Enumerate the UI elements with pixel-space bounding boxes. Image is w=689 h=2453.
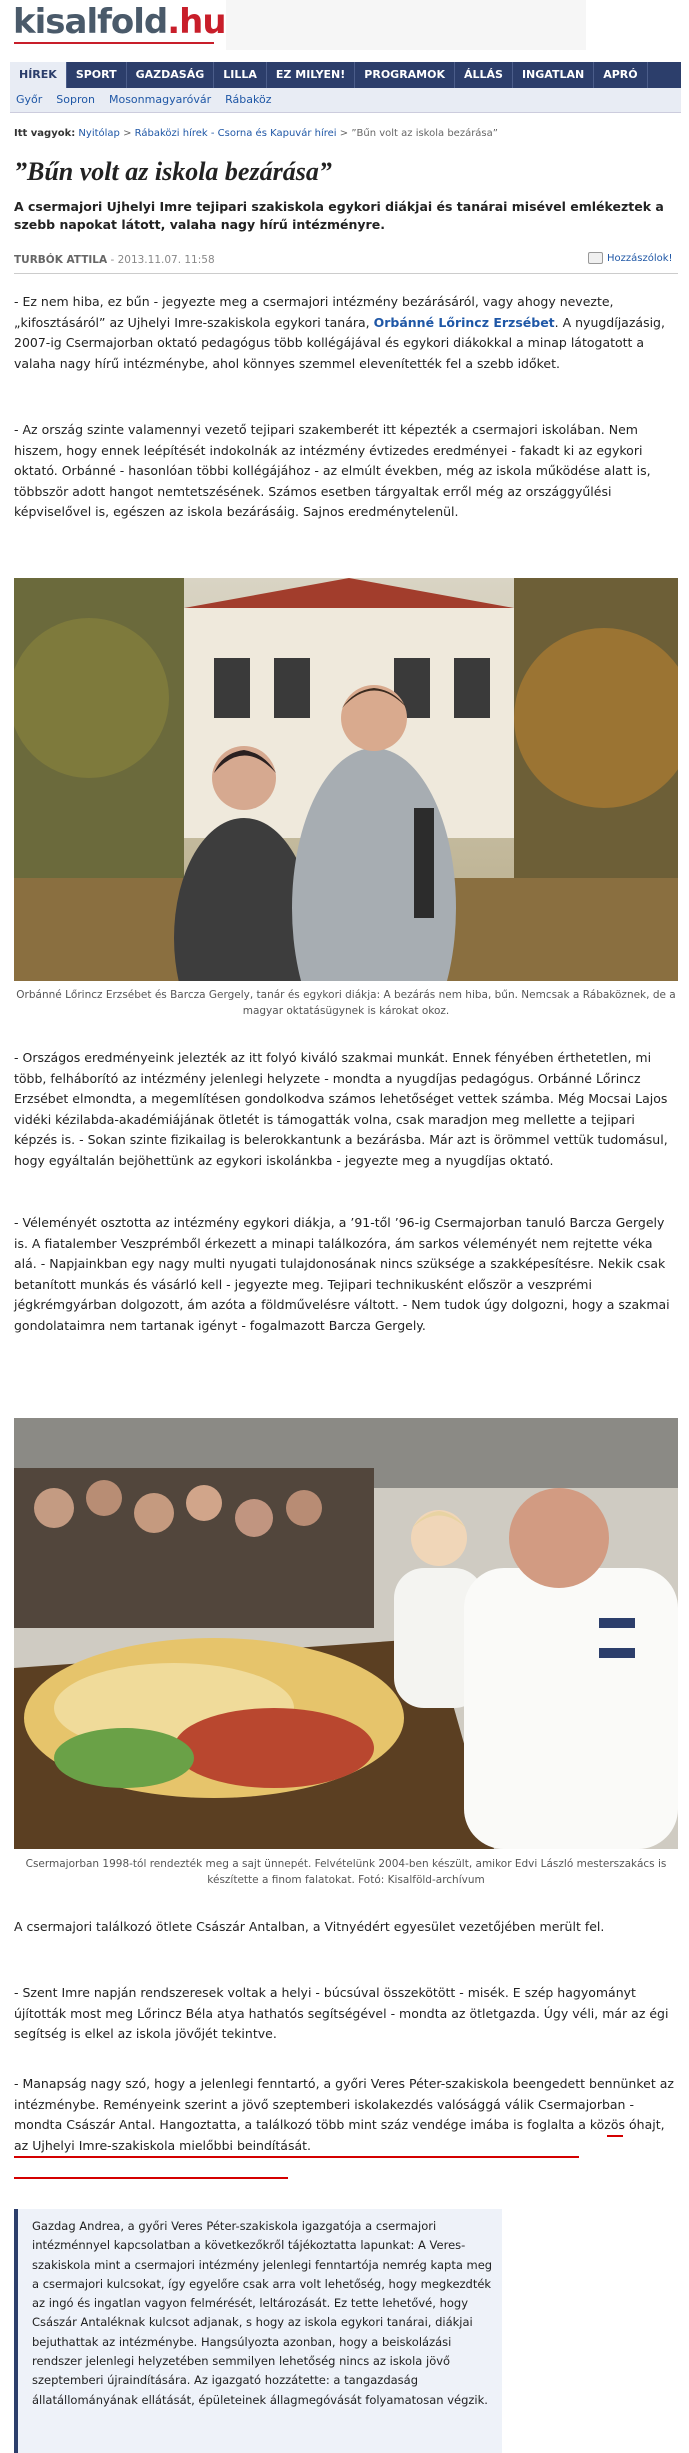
paragraph-2: - Az ország szinte valamennyi vezető tejipari szakemberét itt képezték a csermajori iskolában. Nem hiszem, hogy ennek leépítését indokolnák az intézmény évtizedes eredményei - fakadt ki az egykori oktató. Orbánné - hasonlóan többi kollégájához - az elmúlt években, még az iskola működése alatt is, többször adott hangot nemtetszésének. Számos esetben tárgyaltak erről még az országgyűlési képviselővel is, egészen az iskola bezárásáig. Sajnos eredménytelenül.: [14, 422, 651, 519]
paragraph-3: - Országos eredményeink jelezték az itt folyó kiváló szakmai munkát. Ennek fényében érthetetlen, mi több, felháborító az intézmény jelenlegi helyzete - mondta a nyugdíjas pedagógus. Orbánné Lőrincz Erzsébet elmondta, a megemlítésen gondolkodva számos lehetőséget vettek számba. Még Mocsai Lajos vidéki kézilabda-akadémiájának ötletét is támogatták volna, csak maradjon meg mellette a tejipari képzés is. - Sokan szinte fizikailag is belerokkantunk a bezárásba. Már azt is örömmel vettük tudomásul, hogy egyáltalán bejöhettünk az egykori iskolánkba - jegyezte meg a nyugdíjas oktató.: [14, 1050, 668, 1168]
article-title: ”Bűn volt az iskola bezárása”: [14, 157, 332, 186]
paragraph-1-part-a: - Ez nem hiba, ez bűn - jegyezte meg a csermajori intézmény bezárásáról, vagy ahogy nevezte, „kifosztásáról” az Ujhelyi Imre-szakiskola egykori tanára,: [14, 294, 614, 330]
paragraph-1: [14, 292, 678, 374]
highlight-underline-2: [14, 2156, 579, 2158]
breadcrumb: Itt vagyok: Nyitólap > Rábaközi hírek - Csorna és Kapuvár hírei > ”Bűn volt az iskola bezárása”: [14, 128, 498, 139]
header-divider: [14, 273, 678, 274]
photo-cheese-festival-image: [14, 1418, 678, 1849]
highlight-underline-1: [607, 2135, 623, 2137]
nav-item-allas[interactable]: ÁLLÁS: [455, 62, 513, 88]
subnav-item-rabakoz[interactable]: Rábaköz: [225, 93, 272, 106]
nav-item-sport[interactable]: SPORT: [67, 62, 127, 88]
paragraph-4: - Véleményét osztotta az intézmény egykori diákja, a ’91-től ’96-ig Csermajorban tanuló Barcza Gergely is. A fiatalember Veszprémből érkezett a minapi találkozóra, ám sarkos véleményét nem rejtette véka alá. - Napjainkban egy nagy multi nyugati tulajdonosának nincs szüksége a szakképesítésre. Nekik csak betanított munkás és vásárló kell - jegyezte meg. Tejipari technikusként először a veszprémi jégkrémgyárban dolgozott, ám azóta a földművelésre váltott. - Nem tudok úgy dolgozni, hogy a szakmai gondolataimra nem tartanak igényt - fogalmazott Barcza Gergely.: [14, 1215, 670, 1333]
nav-item-ingatlan[interactable]: INGATLAN: [513, 62, 594, 88]
nav-item-ez-milyen[interactable]: EZ MILYEN!: [267, 62, 355, 88]
paragraph-6: - Szent Imre napján rendszeresek voltak a helyi - búcsúval összekötött - misék. E szép hagyományt újították most meg Lőrincz Béla atya hathatós segítségével - mondta az ötletgazda. Úgy véli, már az égi segítség is elkel az iskola jövőjét tekintve.: [14, 1985, 669, 2041]
breadcrumb-section-link[interactable]: Rábaközi hírek - Csorna és Kapuvár hírei: [134, 128, 337, 139]
person-name-link[interactable]: Orbánné Lőrincz Erzsébet: [373, 314, 555, 330]
article-lead: A csermajori Ujhelyi Imre tejipari szakiskola egykori diákjai és tanárai misével emlékeztek a szebb napokat látott, valaha nagy hírű intézményre.: [14, 199, 664, 232]
paragraph-7: - Manapság nagy szó, hogy a jelenlegi fenntartó, a győri Veres Péter-szakiskola beengedett bennünket az intézménybe. Reményeink szerint a jövő szeptemberi iskolakezdés valósággá válik Csermajorban - mondta Császár Antal. Hangoztatta, a találkozó több mint száz vendége imába is foglalta a közös óhajt, az Ujhelyi Imre-szakiskola mielőbbi beindítását.: [14, 2076, 674, 2153]
article-date: - 2013.11.07. 11:58: [110, 254, 215, 266]
subnav-item-gyor[interactable]: Győr: [16, 93, 43, 106]
comment-link-label: Hozzászólok!: [607, 252, 673, 264]
nav-item-lilla[interactable]: LILLA: [214, 62, 267, 88]
nav-item-apro[interactable]: APRÓ: [594, 62, 647, 88]
nav-item-programok[interactable]: PROGRAMOK: [355, 62, 455, 88]
photo-2-caption: Csermajorban 1998-tól rendezték meg a sajt ünnepét. Felvételünk 2004-ben készült, amikor Edvi László mesterszakács is készítette a finom falatokat. Fotó: Kisalföld-archívum: [25, 1858, 667, 1886]
breadcrumb-home-link[interactable]: Nyitólap: [78, 128, 120, 139]
article-photo-2: [14, 1418, 678, 1849]
paragraph-1-part-b: . A nyugdíjazásig, 2007-ig Csermajorban oktató pedagógus több kollégájával és egykori diákokkal a minap látogatott a valaha nagy hírű intézménybe, ahol könnyes szemmel elevenítették fel a szebb időket.: [14, 314, 665, 371]
info-box: [14, 2209, 502, 2453]
nav-item-gazdasag[interactable]: GAZDASÁG: [127, 62, 215, 88]
main-nav: [10, 62, 681, 88]
article-author[interactable]: TURBÓK ATTILA: [14, 254, 108, 266]
breadcrumb-prefix: Itt vagyok:: [14, 128, 76, 139]
logo-underline: [14, 42, 214, 44]
article-byline: [14, 254, 215, 266]
paragraph-5: A csermajori találkozó ötlete Császár Antalban, a Vitnyédért egyesület vezetőjében merült fel.: [14, 1919, 605, 1934]
info-box-text: Gazdag Andrea, a győri Veres Péter-szakiskola igazgatója a csermajori intézménnyel kapcsolatban a következőkről tájékoztatta lapunkat: A Veres-szakiskola mint a csermajori intézmény jelenlegi fenntartója nemrég kapta meg a csermajori kulcsokat, így egyelőre csak arra volt lehetőség, hogy megkezdték az ingó és ingatlan vagyon felmérését, leltározását. Ez tette lehetővé, hogy Császár Antaléknak kulcsot adjanak, s hogy az iskola egykori tanárai, diákjai bejuthattak az intézménybe. Hangsúlyozta azonban, hogy a beiskolázási rendszer jelenlegi helyzetében semmilyen lehetőség nincs az iskola jövő szeptemberi újraindítására. Az igazgató hozzátette: a tangazdaság állatállományának ellátását, épületeinek állagmegóvását folyamatosan végzik.: [32, 2219, 493, 2407]
highlight-underline-3: [14, 2177, 288, 2179]
logo-main-text: kisalfold: [13, 2, 168, 42]
sub-nav: [10, 88, 681, 113]
breadcrumb-current: ”Bűn volt az iskola bezárása”: [351, 128, 498, 139]
article-photo-1: [14, 578, 678, 981]
logo-tld-text: .hu: [167, 2, 226, 42]
photo-portrait-image: [14, 578, 678, 981]
subnav-item-sopron[interactable]: Sopron: [56, 93, 95, 106]
subnav-item-mosonmagyarovar[interactable]: Mosonmagyaróvár: [108, 93, 212, 106]
nav-item-hirek[interactable]: HÍREK: [10, 62, 67, 88]
comment-link[interactable]: [588, 252, 673, 264]
comment-icon: [588, 252, 603, 264]
header-banner-area: [226, 0, 586, 50]
photo-1-caption: Orbánné Lőrincz Erzsébet és Barcza Gergely, tanár és egykori diákja: A bezárás nem hiba, bűn. Nemcsak a Rábaköznek, de a magyar oktatásügynek is károkat okoz.: [16, 989, 676, 1017]
